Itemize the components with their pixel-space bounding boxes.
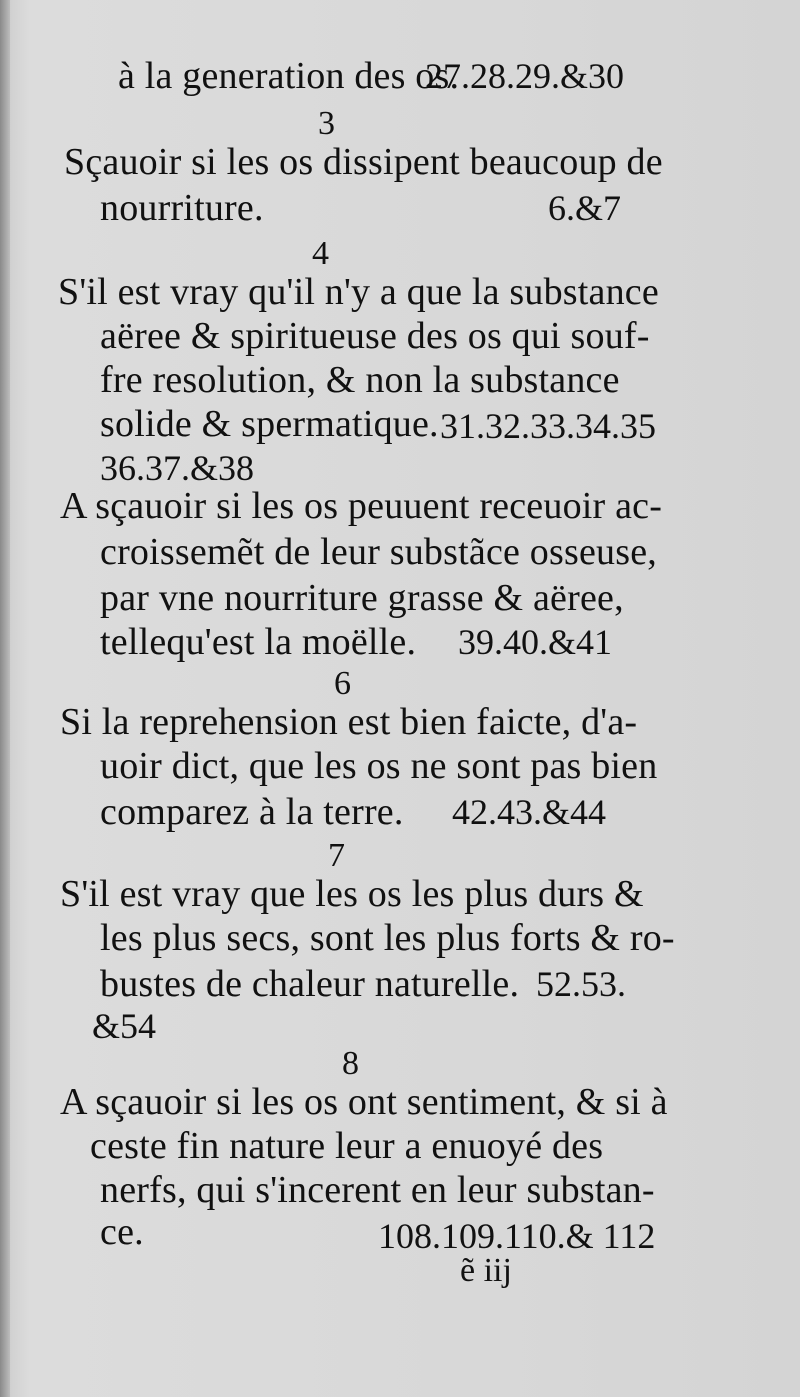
entry-line: comparez à la terre. [100, 791, 404, 833]
page-references: 36.37.&38 [100, 448, 255, 488]
page-gutter [0, 0, 10, 1397]
page-references: &54 [92, 1006, 157, 1046]
entry-line: ceste fin nature leur a enuoyé des [90, 1125, 604, 1167]
entry-line: par vne nourriture grasse & aëree, [100, 577, 624, 619]
entry-line: croissemẽt de leur substãce osseuse, [100, 531, 657, 573]
entry-number: 6 [334, 665, 351, 702]
entry-line: ce. [100, 1211, 144, 1253]
page-references: 31.32.33.34.35 [440, 406, 656, 446]
page-references: 52.53. [536, 964, 626, 1004]
entry-line: fre resolution, & non la substance [100, 359, 620, 401]
entry-line: S'il est vray qu'il n'y a que la substance [58, 271, 659, 313]
entry-line: A sçauoir si les os peuuent receuoir ac- [60, 485, 663, 527]
entry-line: à la generation des os. [118, 55, 460, 97]
entry-line: Si la reprehension est bien faicte, d'a- [60, 701, 638, 743]
entry-line: Sçauoir si les os dissipent beaucoup de [64, 141, 663, 183]
entry-line: aëree & spiritueuse des os qui souf- [100, 315, 650, 357]
entry-line: S'il est vray que les os les plus durs & [60, 873, 644, 915]
entry-number: 3 [318, 105, 335, 142]
entry-line: tellequ'est la moëlle. [100, 621, 417, 663]
entry-number: 7 [328, 837, 345, 874]
entry-number: 8 [342, 1045, 359, 1082]
entry-line: A sçauoir si les os ont sentiment, & si à [60, 1081, 668, 1123]
page-references: 6.&7 [548, 188, 622, 228]
entry-line: nerfs, qui s'incerent en leur substan- [100, 1169, 655, 1211]
entry-number: 4 [312, 235, 329, 272]
entry-line: les plus secs, sont les plus forts & ro- [100, 917, 675, 959]
entry-line: nourriture. [100, 187, 264, 229]
page-references: 108.109.110.& 112 [378, 1216, 656, 1256]
signature-mark: ẽ iij [460, 1252, 512, 1289]
page-references: 42.43.&44 [452, 792, 607, 832]
entry-line: bustes de chaleur naturelle. [100, 963, 520, 1005]
entry-line: solide & spermatique. [100, 403, 439, 445]
entry-line: uoir dict, que les os ne sont pas bien [100, 745, 658, 787]
page-references: 27.28.29.&30 [425, 56, 625, 96]
page-references: 39.40.&41 [458, 622, 613, 662]
